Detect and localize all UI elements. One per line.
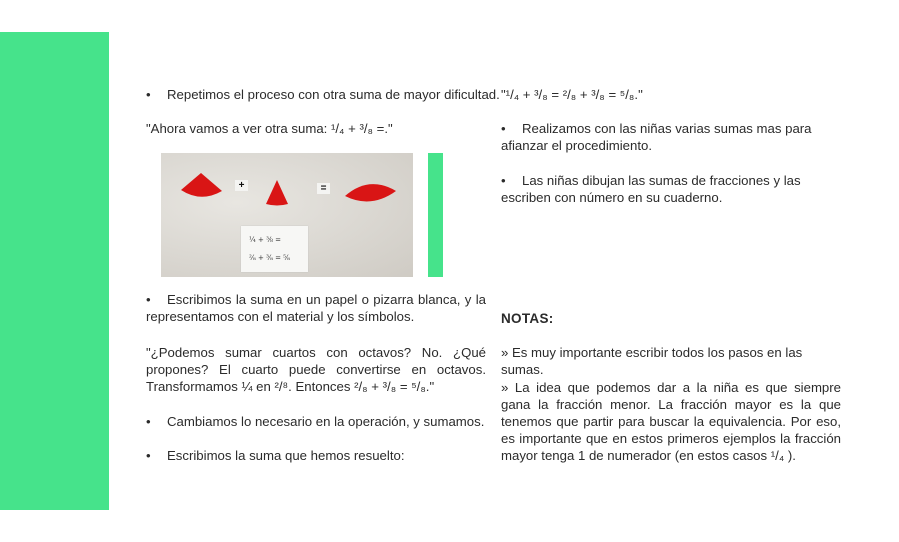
bullet-ninas-dibujan: • Las niñas dibujan las sumas de fracciones y las escriben con número en su cuaderno. bbox=[501, 173, 801, 205]
quote-otra-suma: "Ahora vamos a ver otra suma: ¹/₄ + ³/₈ =." bbox=[146, 121, 393, 136]
card-line-2: ²⁄₈ + ³⁄₈ = ⁵⁄₈ bbox=[249, 254, 290, 262]
bullet-dot: • bbox=[146, 87, 151, 102]
bullet-escribimos-papel: • Escribimos la suma en un papel o pizarra blanca, y la representamos con el material y los símbolos. bbox=[146, 292, 486, 324]
green-accent-bar bbox=[428, 153, 443, 277]
bullet-realizamos: • Realizamos con las niñas varias sumas mas para afianzar el procedimiento. bbox=[501, 121, 812, 153]
notas-heading: NOTAS: bbox=[501, 311, 554, 326]
fractions-photo bbox=[161, 153, 413, 277]
quarter-circle-piece bbox=[181, 173, 222, 197]
bullet-escribimos-resuelto: • Escribimos la suma que hemos resuelto: bbox=[146, 448, 405, 463]
bullet-cambiamos: • Cambiamos lo necesario en la operación, y sumamos. bbox=[146, 414, 485, 429]
equals-symbol-card: = bbox=[317, 183, 330, 194]
quote-cuartos-octavos: "¿Podemos sumar cuartos con octavos? No. ¿Qué propones? El cuarto puede convertirse en octavos. Transformamos ¼ en ²/⁸. Entonces ²/₈ + ³/₈ = ⁵/₈." bbox=[146, 345, 486, 394]
green-side-band bbox=[0, 32, 109, 510]
plus-symbol-card: + bbox=[235, 180, 248, 191]
result-circle-piece bbox=[345, 184, 396, 201]
written-sum-card bbox=[241, 226, 308, 272]
bullet-repetimos: • Repetimos el proceso con otra suma de mayor dificultad. bbox=[146, 87, 500, 102]
card-line-1: ¼ + ⅜ = bbox=[249, 236, 281, 244]
note-1: » Es muy importante escribir todos los pasos en las sumas. bbox=[501, 345, 803, 377]
eighth-circle-piece bbox=[266, 180, 288, 206]
resolved-sum: "¹/₄ + ³/₈ = ²/₈ + ³/₈ = ⁵/₈." bbox=[501, 87, 643, 102]
note-2: » La idea que podemos dar a la niña es que siempre gana la fracción menor. La fracción mayor es la que tenemos que partir para buscar la equivalencia. Por eso, es importante que en estos primeros ejemplos la fracción mayor tenga 1 de numerador (en estos casos ¹/₄ ). bbox=[501, 380, 841, 463]
